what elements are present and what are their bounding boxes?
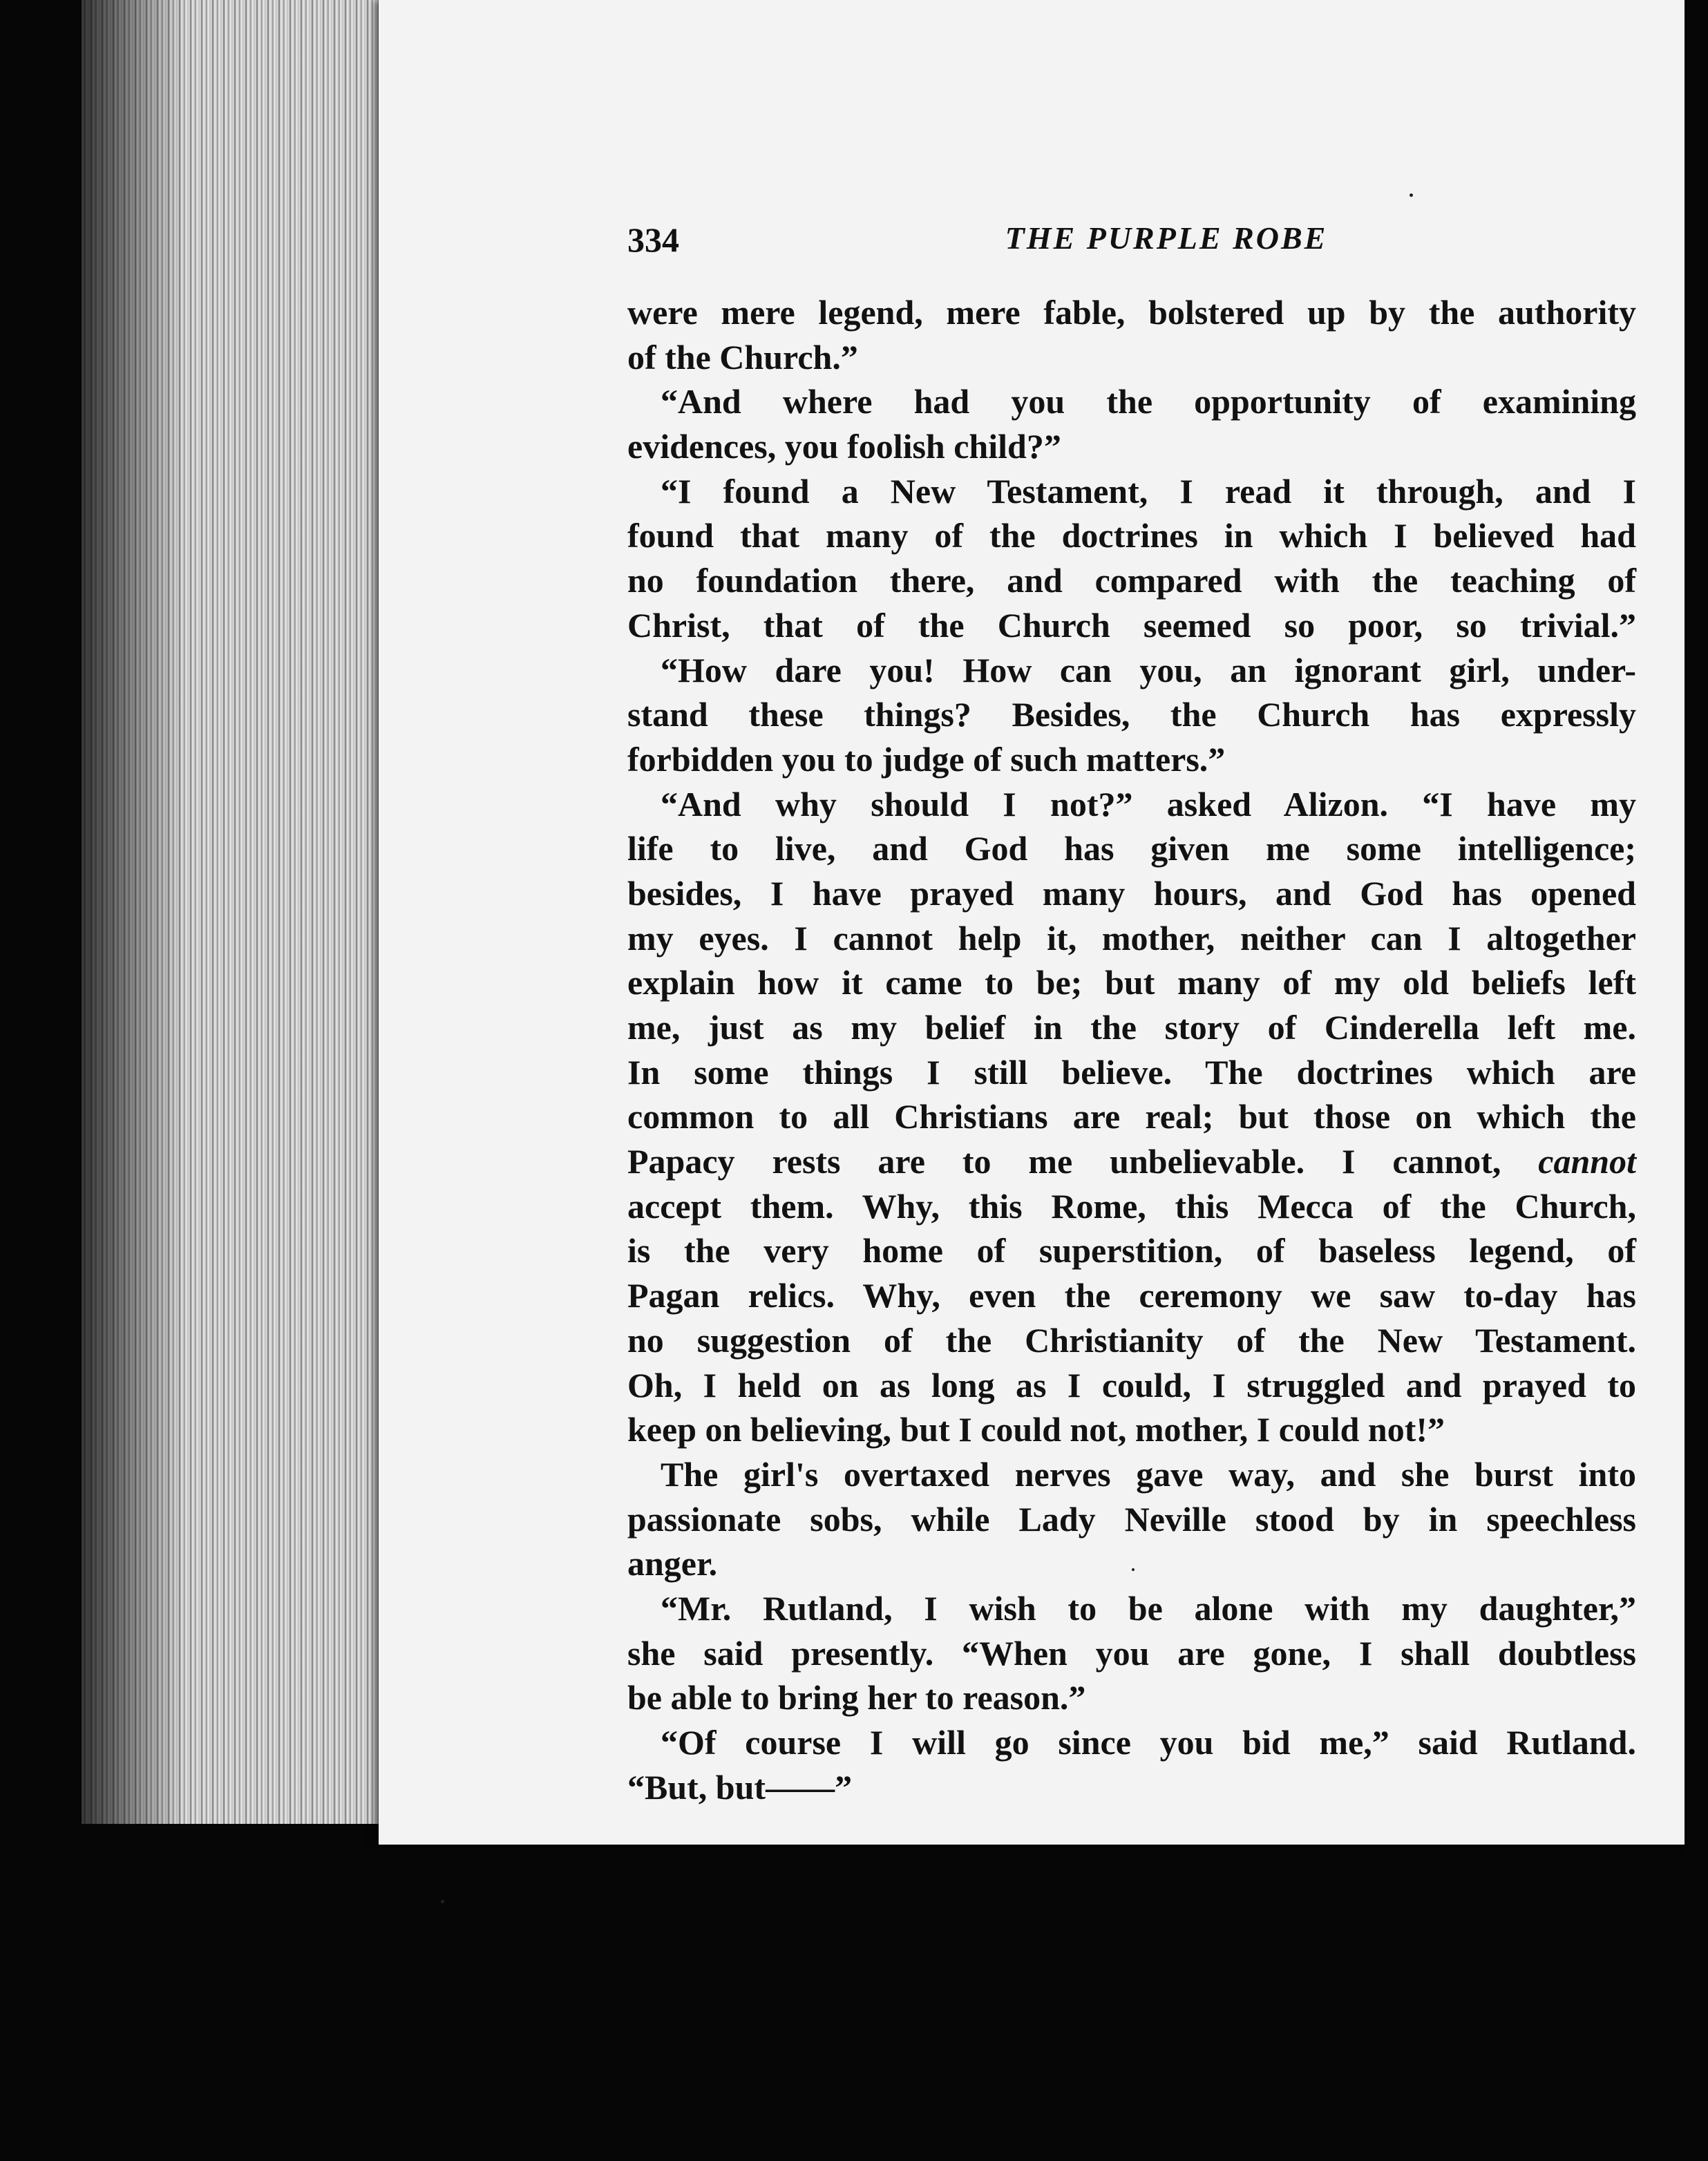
page-number: 334 [627,220,679,259]
text-line: “Of course I will go since you bid me,” said Rutland. [661,1723,1636,1762]
text-line: anger. [627,1544,718,1583]
text-line: “I found a New Testament, I read it through, and I [661,471,1636,511]
text-line: explain how it came to be; but many of my old beliefs left [627,963,1636,1002]
text-line: common to all Christians are real; but those on which the [627,1097,1636,1136]
text-line: The girl's overtaxed nerves gave way, and she burst into [661,1454,1636,1494]
scan-speck [1132,1568,1135,1571]
scan-speck [1410,193,1413,197]
text-line: accept them. Why, this Rome, this Mecca of the Church, [627,1186,1636,1226]
text-line: “Mr. Rutland, I wish to be alone with my daughter,” [661,1588,1636,1628]
text-line [627,1139,1636,1184]
text-line: my eyes. I cannot help it, mother, neither can I altogether [627,918,1636,958]
text-line: “How dare you! How can you, an ignorant girl, under- [661,650,1636,689]
text-line: “But, but——” [627,1767,853,1807]
text-line: found that many of the doctrines in which I believed had [627,516,1636,555]
text-line: no foundation there, and compared with the teaching of [627,561,1636,600]
text-line: keep on believing, but I could not, mother, I could not!” [627,1410,1445,1449]
text-line: “And why should I not?” asked Alizon. “I have my [661,784,1636,824]
text-line: were mere legend, mere fable, bolstered up by the authority [627,293,1636,332]
text-line: Oh, I held on as long as I could, I struggled and prayed to [627,1365,1636,1405]
text-line: Christ, that of the Church seemed so poor, so trivial.” [627,605,1636,645]
text-line: is the very home of superstition, of baseless legend, of [627,1231,1636,1270]
running-head: THE PURPLE ROBE [1005,220,1328,256]
page-header [627,220,1664,261]
text-line: In some things I still believe. The doctrines which are [627,1052,1636,1092]
text-line: of the Church.” [627,337,858,377]
text-line: forbidden you to judge of such matters.” [627,739,1226,779]
text-line: me, just as my belief in the story of Cinderella left me. [627,1008,1636,1047]
emphasis-cannot: cannot [1538,1142,1636,1181]
right-binding-shadow [1685,0,1708,2161]
text-line: “And where had you the opportunity of examining [661,382,1636,421]
text-line: besides, I have prayed many hours, and God has opened [627,873,1636,913]
text-line: Pagan relics. Why, even the ceremony we saw to-day has [627,1276,1636,1315]
bottom-shadow [82,1824,1691,2161]
text-line: passionate sobs, while Lady Neville stood by in speechless [627,1499,1636,1539]
text-line: life to live, and God has given me some intelligence; [627,829,1636,868]
body-text [627,290,1636,1809]
text-line: she said presently. “When you are gone, I shall doubtless [627,1633,1636,1673]
text-line: no suggestion of the Christianity of the New Testament. [627,1320,1636,1360]
text-segment: Papacy rests are to me unbelievable. I cannot, [627,1142,1501,1181]
edge-shadow [82,0,185,1865]
text-line: evidences, you foolish child?” [627,427,1061,466]
text-line: stand these things? Besides, the Church has expressly [627,695,1636,734]
text-line: be able to bring her to reason.” [627,1678,1086,1717]
scan-speck [441,1900,444,1903]
book-page [379,0,1691,1845]
